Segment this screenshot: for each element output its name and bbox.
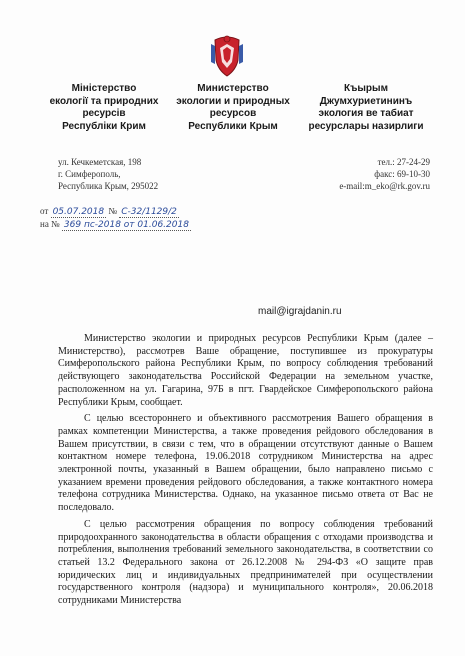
recipient-email: mail@igrajdanin.ru — [258, 306, 342, 317]
address-city: г. Симферополь, — [58, 169, 121, 179]
crimea-coat-of-arms-icon — [207, 34, 247, 78]
org-ua-line: Міністерство — [71, 83, 137, 94]
org-ru-line: Республики Крым — [188, 120, 278, 132]
org-ru-line: экологии и природных — [176, 95, 290, 107]
address-region: Республика Крым, 295022 — [58, 181, 159, 191]
org-crh-line: экология ве табиат — [318, 108, 414, 119]
reg-number-label: № — [108, 206, 117, 216]
contact-info — [339, 156, 430, 192]
reg-number-handwritten: С-32/1129/2 — [121, 207, 177, 217]
org-name-crimean-tatar — [291, 83, 441, 133]
org-crh-line: Джумхуриетининъ — [319, 95, 413, 107]
reg-date-handwritten: 05.07.2018 — [52, 207, 105, 217]
contact-email: e-mail:m_eko@rk.gov.ru — [339, 181, 430, 191]
reg-ref-label: на № — [40, 219, 60, 229]
org-ua-line: ресурсів — [82, 108, 126, 119]
org-ua-line: Республіки Крим — [62, 120, 146, 132]
contact-phone: тел.: 27-24-29 — [377, 157, 430, 167]
address-street: ул. Кечкеметская, 198 — [58, 157, 142, 167]
registration-block — [40, 205, 191, 231]
org-crh-line: Къырым — [344, 83, 388, 94]
org-ru-line: ресурсов — [209, 108, 257, 119]
reg-ref-handwritten: 369 пс-2018 от 01.06.2018 — [63, 220, 189, 230]
org-name-ukrainian — [34, 83, 174, 133]
reg-date-label: от — [40, 206, 49, 216]
body-paragraph: С целью рассмотрения обращения по вопросу соблюдения требований природоохранного законодательства в области обращения с отходами производства и потребления, выполнения требований земельного законодательства, в соответствии со статьей 13.2 Федерального закона от 26.12.2008 № 294-ФЗ «О защите прав юридических лиц и индивидуальных предпринимателей при осуществлении государственного контроля (надзора) и муниципального контроля», 20.06.2018 сотрудниками Министерства — [58, 518, 433, 607]
body-paragraph: С целью всестороннего и объективного рассмотрения Вашего обращения в рамках компетенции Министерства, а также проведения рейдового обследования в Вашем присутствии, в связи с тем, что в обращении отсутствуют данные о Вашем контактном номере телефона, 19.06.2018 сотрудником Министерства на адрес электронной почты, указанный в Вашем обращении, было направлено письмо с указанием времени проведения рейдового обследования, а также контактного номера телефона сотрудника Министерства. Однако, на указанное письмо ответа от Вас не последовало. — [58, 413, 433, 514]
org-ru-line: Министерство — [197, 83, 269, 94]
org-ua-line: екології та природних — [49, 95, 159, 107]
postal-address — [58, 156, 158, 192]
contact-fax: факс: 69-10-30 — [374, 169, 430, 179]
org-name-russian — [163, 83, 303, 133]
letter-body — [58, 333, 433, 612]
body-paragraph: Министерство экологии и природных ресурсов Республики Крым (далее – Министерство), рассмотрев Ваше обращение, поступившее из прокуратуры Симферопольского района Республики Крым, по вопросу соблюдения требований действующего законодательства Российской Федерации на земельном участке, расположенном на ул. Гагарина, 97Б в пгт. Гвардейское Симферопольского района Республики Крым, сообщает. — [58, 333, 433, 408]
org-crh-line: ресурслары назирлиги — [308, 120, 424, 132]
